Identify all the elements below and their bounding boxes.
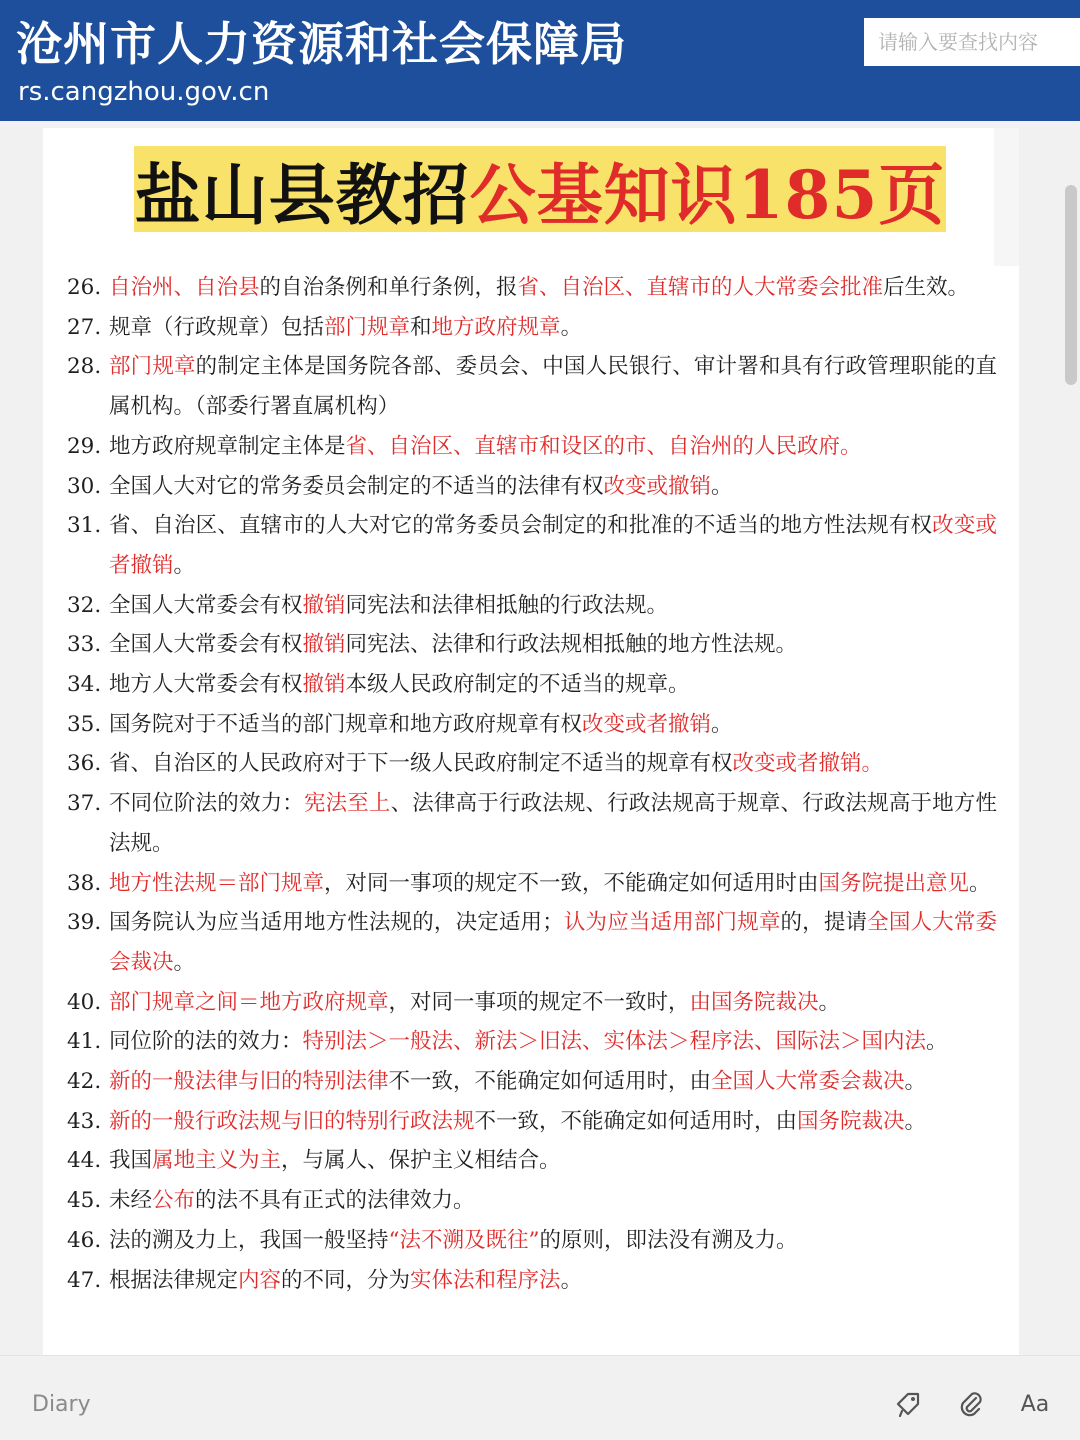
item-text (109, 1022, 997, 1062)
item-text-segment: ，对同一事项的规定不一致，不能确定如何适用时由 (324, 870, 819, 896)
font-format-button[interactable]: Aa (1020, 1391, 1050, 1417)
item-text-segment: 我国 (109, 1148, 153, 1174)
site-header (0, 0, 1080, 121)
item-text-segment: 。 (904, 1069, 927, 1095)
highlighted-text: 宪法至上 (303, 791, 391, 817)
item-number: 39. (67, 910, 102, 936)
item-text-segment: 规章（行政规章）包括 (109, 314, 325, 340)
item-text (109, 983, 997, 1023)
item-text (109, 1221, 997, 1261)
item-text-segment: 法的溯及力上，我国一般坚持 (109, 1227, 389, 1253)
item-text-segment: 全国人大常委会有权 (109, 632, 303, 658)
highlighted-text: 国务院裁决 (797, 1108, 905, 1134)
item-number: 34. (67, 672, 102, 698)
item-text (109, 467, 997, 507)
item-text (109, 1181, 997, 1221)
title-banner (134, 146, 946, 232)
highlighted-text: “法不溯及既往” (388, 1227, 540, 1253)
item-text (109, 864, 997, 904)
bottom-toolbar (0, 1355, 1080, 1440)
item-number: 42. (67, 1069, 102, 1095)
highlighted-text: 全国人大常委会裁决 (711, 1069, 905, 1095)
list-item (67, 903, 997, 982)
item-text (109, 347, 997, 426)
page-side-strip (994, 128, 1019, 266)
item-text-segment: 不一致，不能确定如何适用时，由 (388, 1069, 712, 1095)
knowledge-list (67, 268, 997, 1300)
highlighted-text: 新的一般法律与旧的特别法律 (109, 1069, 389, 1095)
item-text (109, 427, 997, 467)
item-text-segment: 。 (818, 989, 841, 1015)
item-text-segment: 的制定主体是国务院各部、委员会、中国人民银行、审计署和具有行政管理职能的直属机构。（部委行署直属机构） (109, 354, 997, 420)
highlighted-text: 地方性法规＝部门规章 (109, 870, 325, 896)
highlighted-text: 省、自治区、直辖市和设区的市、自治州的人民政府。 (345, 433, 862, 459)
list-item (67, 347, 997, 426)
item-text-segment: 同位阶的法的效力： (109, 1029, 303, 1055)
item-text-segment: 全国人大对它的常务委员会制定的不适当的法律有权 (109, 473, 604, 499)
item-number: 44. (67, 1148, 102, 1174)
highlighted-text: 国务院提出意见 (818, 870, 970, 896)
item-number: 35. (67, 711, 102, 737)
item-text-segment: 的法不具有正式的法律效力。 (195, 1188, 475, 1214)
item-text (109, 625, 997, 665)
highlighted-text: 地方政府规章 (431, 314, 561, 340)
list-item (67, 864, 997, 904)
item-number: 29. (67, 433, 102, 459)
item-text-segment: 地方人大常委会有权 (109, 672, 303, 698)
list-item (67, 467, 997, 507)
list-item (67, 1022, 997, 1062)
scrollbar[interactable] (1044, 121, 1080, 1355)
item-text-segment: 后生效。 (883, 275, 970, 300)
item-text (109, 308, 997, 348)
item-number: 30. (67, 473, 102, 499)
item-text-segment: 同宪法和法律相抵触的行政法规。 (345, 592, 669, 618)
banner-title-part1: 盐山县教招 (134, 155, 470, 234)
item-text-segment: 国务院对于不适当的部门规章和地方政府规章有权 (109, 711, 583, 737)
document-page (43, 128, 1019, 1370)
item-number: 40. (67, 989, 102, 1015)
highlighted-text: 撤销 (302, 632, 346, 658)
highlighted-text: 部门规章 (324, 314, 411, 340)
highlighted-text: 撤销 (302, 592, 346, 618)
paperclip-icon[interactable] (953, 1386, 989, 1422)
list-item (67, 784, 997, 863)
item-text-segment: 的自治条例和单行条例，报 (259, 275, 518, 300)
list-item (67, 705, 997, 745)
highlighted-text: 特别法＞一般法、新法＞旧法、实体法＞程序法、国际法＞国内法 (302, 1029, 927, 1055)
list-item (67, 268, 997, 308)
list-item (67, 1102, 997, 1142)
item-number: 31. (67, 513, 102, 539)
search-input[interactable] (864, 18, 1080, 66)
list-item (67, 665, 997, 705)
item-text-segment: 。 (711, 711, 733, 737)
item-number: 32. (67, 592, 102, 618)
highlighted-text: 撤销 (302, 672, 346, 698)
list-item (67, 625, 997, 665)
item-text-segment: 全国人大常委会有权 (109, 592, 303, 618)
highlighted-text: 内容 (238, 1267, 282, 1293)
item-text (109, 506, 997, 585)
item-text-segment: 同宪法、法律和行政法规相抵触的地方性法规。 (345, 632, 798, 658)
item-text-segment: 不同位阶法的效力： (109, 791, 304, 817)
site-url[interactable]: rs.cangzhou.gov.cn (18, 77, 270, 107)
highlighted-text: 实体法和程序法 (410, 1267, 561, 1293)
list-item (67, 427, 997, 467)
highlighted-text: 部门规章之间＝地方政府规章 (109, 989, 389, 1015)
item-text-segment: 。 (173, 552, 196, 578)
item-text-segment: 省、自治区的人民政府对于下一级人民政府制定不适当的规章有权 (109, 751, 733, 777)
item-text-segment: 未经 (109, 1188, 153, 1214)
scroll-thumb[interactable] (1065, 185, 1077, 385)
item-text-segment: ，与属人、保护主义相结合。 (281, 1148, 561, 1174)
item-text-segment: 省、自治区、直辖市的人大对它的常务委员会制定的和批准的不适当的地方性法规有权 (109, 513, 933, 539)
item-number: 43. (67, 1108, 102, 1134)
highlighted-text: 认为应当适用部门规章 (563, 910, 781, 936)
item-number: 38. (67, 870, 102, 896)
list-item (67, 308, 997, 348)
item-number: 26. (67, 275, 102, 300)
item-text (109, 1102, 997, 1142)
item-text-segment: 。 (926, 1029, 948, 1055)
item-text-segment: 。 (173, 949, 196, 975)
item-text-segment: 。 (560, 314, 583, 340)
highlighted-text: 省、自治区、直辖市的人大常委会批准 (517, 275, 884, 300)
banner-title-part2: 公基知识185页 (469, 155, 946, 234)
item-text-segment: 。 (711, 473, 733, 499)
item-text (109, 1141, 997, 1181)
list-item (67, 506, 997, 585)
highlighted-text: 改变或撤销 (603, 473, 712, 499)
highlighted-text: 全国人大常委会裁决 (109, 910, 997, 975)
tag-icon[interactable] (890, 1386, 926, 1422)
list-item (67, 1141, 997, 1181)
item-text-segment: 和 (410, 314, 432, 340)
item-text-segment: 。 (969, 870, 991, 896)
highlighted-text: 改变或者撤销。 (732, 751, 884, 777)
item-text (109, 268, 997, 308)
highlighted-text: 改变或者撤销 (109, 513, 997, 578)
item-text-segment: 的不同，分为 (281, 1267, 411, 1293)
list-item (67, 1181, 997, 1221)
item-number: 45. (67, 1188, 102, 1214)
list-item (67, 1062, 997, 1102)
highlighted-text: 部门规章 (109, 354, 196, 380)
item-number: 37. (67, 791, 102, 817)
highlighted-text: 由国务院裁决 (689, 989, 819, 1015)
item-text-segment: 国务院认为应当适用地方性法规的，决定适用； (109, 910, 564, 936)
item-text (109, 705, 997, 745)
list-item (67, 983, 997, 1023)
item-text-segment: 不一致，不能确定如何适用时，由 (474, 1108, 798, 1134)
item-text (109, 586, 997, 626)
item-number: 41. (67, 1029, 102, 1055)
item-text-segment: 地方政府规章制定主体是 (109, 433, 346, 459)
list-item (67, 586, 997, 626)
item-text (109, 1261, 997, 1301)
item-text-segment: 本级人民政府制定的不适当的规章。 (345, 672, 690, 698)
item-text-segment: 、法律高于行政法规、行政法规高于规章、行政法规高于地方性法规。 (109, 791, 997, 856)
item-number: 33. (67, 632, 102, 658)
diary-input-label[interactable]: Diary (32, 1392, 91, 1417)
item-number: 46. (67, 1227, 102, 1253)
highlighted-text: 新的一般行政法规与旧的特别行政法规 (109, 1108, 475, 1134)
site-title: 沧州市人力资源和社会保障局 (16, 17, 627, 71)
item-text (109, 744, 997, 784)
item-text-segment: ，对同一事项的规定不一致时， (388, 989, 690, 1015)
item-text (109, 903, 997, 982)
list-item (67, 744, 997, 784)
item-number: 27. (67, 314, 102, 340)
highlighted-text: 自治州、自治县 (109, 275, 260, 300)
item-text (109, 784, 997, 863)
item-text-segment: 的，提请 (780, 910, 868, 936)
item-text (109, 665, 997, 705)
item-number: 36. (67, 751, 102, 777)
item-text-segment: 根据法律规定 (109, 1267, 239, 1293)
item-number: 28. (67, 354, 102, 380)
item-text-segment: 的原则，即法没有溯及力。 (539, 1227, 798, 1253)
list-item (67, 1221, 997, 1261)
item-text-segment: 。 (904, 1108, 927, 1134)
highlighted-text: 属地主义为主 (152, 1148, 282, 1174)
highlighted-text: 改变或者撤销 (582, 711, 712, 737)
highlighted-text: 公布 (152, 1188, 196, 1214)
item-number: 47. (67, 1267, 102, 1293)
item-text (109, 1062, 997, 1102)
item-text-segment: 。 (560, 1267, 583, 1293)
list-item (67, 1261, 997, 1301)
